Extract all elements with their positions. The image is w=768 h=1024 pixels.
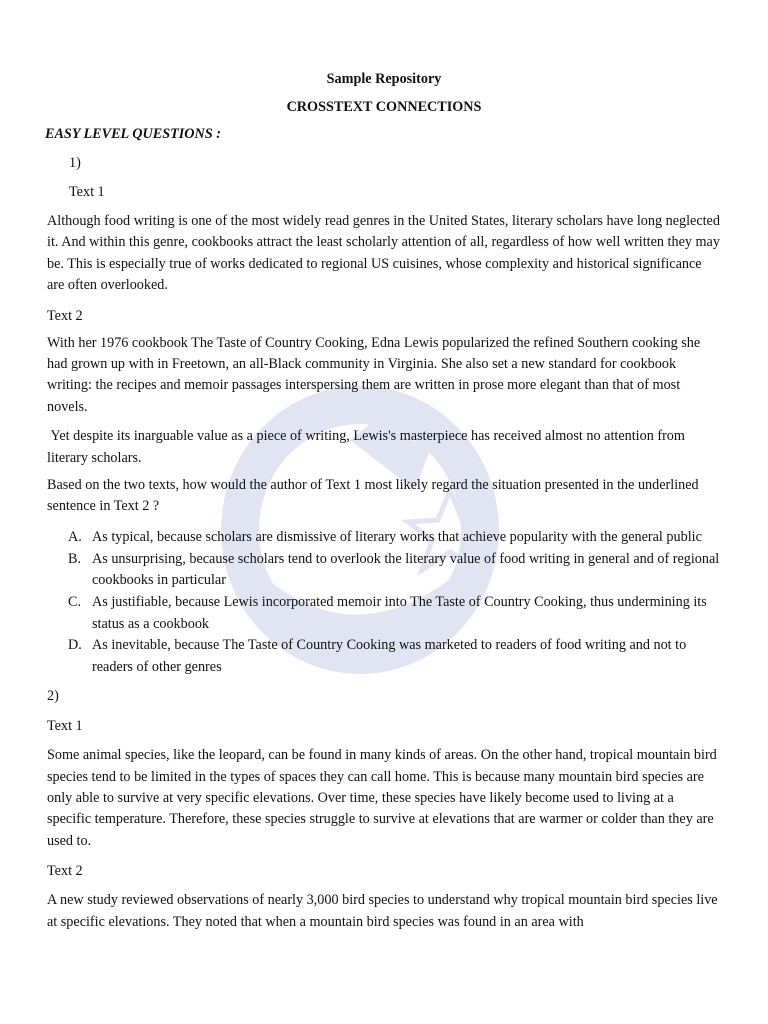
- question-1-number: 1): [69, 155, 81, 171]
- q1-text2-label: Text 2: [47, 307, 83, 324]
- option-text: As justifiable, because Lewis incorporated memoir into The Taste of Country Cooking, thus undermining its status as a cookbook: [92, 594, 707, 632]
- option-text: As unsurprising, because scholars tend to overlook the literary value of food writing in general and of regional cookbooks in particular: [92, 550, 720, 589]
- option-letter: A.: [68, 528, 82, 545]
- q2-text2-label: Text 2: [47, 863, 83, 880]
- option-text: As typical, because scholars are dismissive of literary works that achieve popularity with the general public: [92, 528, 702, 545]
- section-title: CROSSTEXT CONNECTIONS: [286, 99, 482, 115]
- q1-option-c[interactable]: [47, 592, 721, 635]
- q1-text2-paragraph-2: Yet despite its inarguable value as a piece of writing, Lewis's masterpiece has received almost no attention from literary scholars.: [47, 428, 689, 466]
- q1-answer-options: [47, 527, 721, 678]
- option-letter: D.: [68, 637, 82, 654]
- option-letter: C.: [68, 594, 82, 611]
- option-letter: B.: [68, 550, 82, 567]
- q1-text1-label: Text 1: [69, 184, 105, 200]
- q1-text1-paragraph: Although food writing is one of the most widely read genres in the United States, literary scholars have long neglected it. And within this genre, cookbooks attract the least scholarly attention of all, regardless of how well written they may be. This is especially true of works dedicated to regional US cuisines, whose complexity and historical significance are often overlooked.: [47, 213, 720, 294]
- q2-text1-label: Text 1: [47, 718, 83, 735]
- q1-prompt: Based on the two texts, how would the author of Text 1 most likely regard the situation presented in the underlined sentence in Text 2 ?: [47, 477, 699, 515]
- question-2-number: 2): [47, 688, 59, 705]
- q2-text1-paragraph: Some animal species, like the leopard, can be found in many kinds of areas. On the other hand, tropical mountain bird species tend to be limited in the types of spaces they can call home. This is because many mountain bird species are only able to survive at very specific elevations. Over time, these species have likely become used to living at a specific temperature. Therefore, these species struggle to survive at elevations that are warmer or colder than they are used to.: [47, 747, 717, 849]
- repository-title: Sample Repository: [326, 71, 442, 87]
- q1-option-a[interactable]: [47, 527, 721, 548]
- level-heading: EASY LEVEL QUESTIONS :: [45, 126, 221, 142]
- document-page: [47, 68, 721, 933]
- option-text: As inevitable, because The Taste of Country Cooking was marketed to readers of food writing and not to readers of other genres: [92, 637, 687, 675]
- q2-text2-paragraph: A new study reviewed observations of nearly 3,000 bird species to understand why tropical mountain bird species live at specific elevations. They noted that when a mountain bird species was found in an area with: [47, 892, 718, 930]
- q1-option-d[interactable]: [47, 635, 721, 678]
- q1-text2-paragraph-1: With her 1976 cookbook The Taste of Country Cooking, Edna Lewis popularized the refined Southern cooking she had grown up with in Freetown, an all-Black community in Virginia. She also set a new standard for cookbook writing: the recipes and memoir passages interspersing them are written in prose more elegant than that of most novels.: [47, 334, 701, 415]
- q1-option-b[interactable]: [47, 549, 721, 592]
